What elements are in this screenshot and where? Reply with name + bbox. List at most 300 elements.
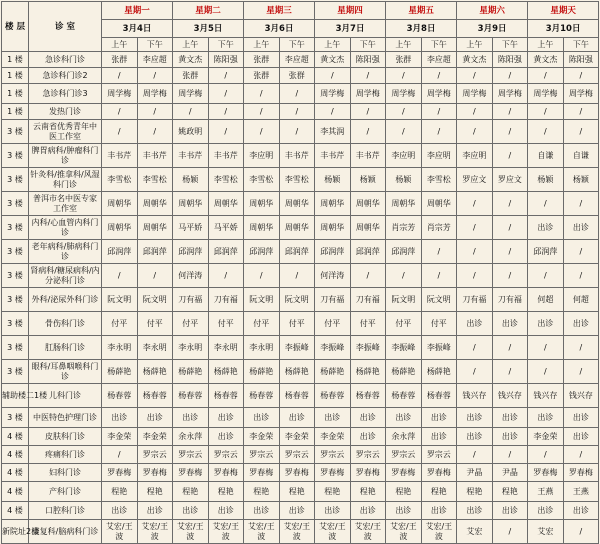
- doctor-cell: 王燕: [528, 482, 564, 502]
- doctor-cell: 出诊: [421, 502, 457, 520]
- doctor-cell: 李振峰: [315, 336, 351, 360]
- doctor-cell: 罗宗云: [137, 446, 173, 464]
- doctor-cell: /: [350, 120, 386, 144]
- doctor-cell: 李雪松: [279, 168, 315, 192]
- doctor-cell: 出诊: [350, 408, 386, 428]
- doctor-cell: /: [528, 192, 564, 216]
- table-row: [2, 408, 599, 428]
- doctor-cell: 罗春梅: [279, 464, 315, 482]
- doctor-cell: /: [208, 264, 244, 288]
- doctor-cell: 罗春梅: [421, 464, 457, 482]
- doctor-cell: 周学梅: [137, 84, 173, 104]
- doctor-cell: 出诊: [528, 502, 564, 520]
- table-row: [2, 446, 599, 464]
- doctor-cell: 何超: [528, 288, 564, 312]
- doctor-cell: 王燕: [563, 482, 599, 502]
- doctor-cell: 出诊: [244, 408, 280, 428]
- floor-cell: 3 楼: [2, 288, 29, 312]
- doctor-cell: 阮文明: [102, 288, 138, 312]
- floor-cell: 3 楼: [2, 216, 29, 240]
- doctor-cell: /: [492, 336, 528, 360]
- afternoon-header: 下午: [137, 38, 173, 52]
- doctor-cell: /: [102, 264, 138, 288]
- doctor-cell: /: [457, 192, 493, 216]
- doctor-cell: 罗春梅: [315, 464, 351, 482]
- doctor-cell: 何洋涛: [315, 264, 351, 288]
- doctor-cell: 付平: [244, 312, 280, 336]
- doctor-cell: 罗春梅: [244, 464, 280, 482]
- doctor-cell: 周朝华: [173, 192, 209, 216]
- table-row: [2, 216, 599, 240]
- day-name: 星期五: [386, 2, 457, 20]
- doctor-cell: /: [386, 264, 422, 288]
- doctor-cell: /: [244, 104, 280, 120]
- doctor-cell: 丰书芹: [208, 144, 244, 168]
- doctor-cell: 周朝华: [279, 192, 315, 216]
- doctor-cell: 李永明: [173, 336, 209, 360]
- doctor-cell: /: [102, 68, 138, 84]
- doctor-cell: 李振峰: [421, 336, 457, 360]
- table-row: [2, 464, 599, 482]
- doctor-cell: 周学梅: [457, 84, 493, 104]
- doctor-cell: 余永萍: [386, 428, 422, 446]
- day-name: 星期六: [457, 2, 528, 20]
- doctor-cell: 李雪松: [137, 168, 173, 192]
- doctor-cell: 艾宏: [457, 520, 493, 544]
- doctor-cell: /: [528, 68, 564, 84]
- doctor-cell: 周学梅: [492, 84, 528, 104]
- doctor-cell: 周学梅: [421, 84, 457, 104]
- doctor-cell: 李应超: [421, 52, 457, 68]
- morning-header: 上午: [102, 38, 138, 52]
- doctor-cell: /: [563, 120, 599, 144]
- doctor-cell: 程艳: [492, 482, 528, 502]
- doctor-cell: 出诊: [386, 502, 422, 520]
- doctor-cell: 出诊: [315, 502, 351, 520]
- doctor-cell: 尹晶: [492, 464, 528, 482]
- table-row: [2, 288, 599, 312]
- doctor-cell: 周朝华: [279, 216, 315, 240]
- doctor-cell: /: [208, 104, 244, 120]
- dept-cell: 急诊科门诊: [29, 52, 102, 68]
- doctor-cell: /: [457, 360, 493, 384]
- doctor-cell: 邱润萍: [279, 240, 315, 264]
- doctor-cell: 周学梅: [563, 84, 599, 104]
- doctor-cell: 杨春蓉: [350, 384, 386, 408]
- doctor-cell: 李振峰: [279, 336, 315, 360]
- doctor-cell: /: [102, 120, 138, 144]
- doctor-cell: 程艳: [386, 482, 422, 502]
- doctor-cell: 杨薛艳: [421, 360, 457, 384]
- table-row: [2, 84, 599, 104]
- doctor-cell: 马平娇: [173, 216, 209, 240]
- floor-cell: 3 楼: [2, 408, 29, 428]
- day-date: 3月9日: [457, 20, 528, 38]
- doctor-cell: 杨春蓉: [102, 384, 138, 408]
- doctor-cell: 出诊: [492, 428, 528, 446]
- doctor-cell: 出诊: [315, 408, 351, 428]
- doctor-cell: 出诊: [208, 408, 244, 428]
- doctor-cell: 程艳: [244, 482, 280, 502]
- doctor-cell: 杨春蓉: [208, 384, 244, 408]
- floor-cell: 3 楼: [2, 336, 29, 360]
- doctor-cell: 罗宗云: [386, 446, 422, 464]
- morning-header: 上午: [528, 38, 564, 52]
- doctor-cell: /: [563, 360, 599, 384]
- table-row: [2, 520, 599, 544]
- doctor-cell: /: [244, 120, 280, 144]
- table-row: [2, 384, 599, 408]
- doctor-cell: /: [137, 68, 173, 84]
- dept-cell: 针灸科/推拿科/风湿科门诊: [29, 168, 102, 192]
- dept-cell: 康复科/脑病科门诊: [29, 520, 102, 544]
- doctor-cell: /: [279, 264, 315, 288]
- doctor-cell: /: [102, 104, 138, 120]
- doctor-cell: 杨春蓉: [173, 384, 209, 408]
- doctor-cell: 刀有福: [350, 288, 386, 312]
- doctor-cell: /: [457, 216, 493, 240]
- doctor-cell: /: [457, 264, 493, 288]
- doctor-cell: 周朝华: [244, 216, 280, 240]
- floor-cell: 1 楼: [2, 52, 29, 68]
- dept-cell: 妇科门诊: [29, 464, 102, 482]
- doctor-cell: 罗宗云: [279, 446, 315, 464]
- doctor-cell: 出诊: [350, 502, 386, 520]
- doctor-cell: 周学梅: [528, 84, 564, 104]
- dept-cell: 普洱市名中医专家工作室: [29, 192, 102, 216]
- dept-cell: 口腔科门诊: [29, 502, 102, 520]
- doctor-cell: /: [173, 104, 209, 120]
- doctor-cell: 李振峰: [350, 336, 386, 360]
- dept-cell: 云南省优秀青年中医工作室: [29, 120, 102, 144]
- dept-cell: 肛肠科门诊: [29, 336, 102, 360]
- doctor-cell: 罗春梅: [386, 464, 422, 482]
- doctor-cell: 艾宏/王波: [173, 520, 209, 544]
- doctor-cell: /: [350, 104, 386, 120]
- table-row: [2, 104, 599, 120]
- doctor-cell: 艾宏/王波: [386, 520, 422, 544]
- doctor-cell: /: [386, 104, 422, 120]
- table-row: [2, 428, 599, 446]
- afternoon-header: 下午: [421, 38, 457, 52]
- doctor-cell: /: [492, 360, 528, 384]
- doctor-cell: /: [315, 68, 351, 84]
- doctor-cell: 李金荣: [137, 428, 173, 446]
- doctor-cell: 肖宗芳: [421, 216, 457, 240]
- doctor-cell: 罗宗云: [173, 446, 209, 464]
- doctor-cell: 周学梅: [386, 84, 422, 104]
- day-name: 星期天: [528, 2, 599, 20]
- doctor-cell: 出诊: [528, 312, 564, 336]
- doctor-cell: 杨薛艳: [279, 360, 315, 384]
- doctor-cell: 出诊: [492, 502, 528, 520]
- doctor-cell: 出诊: [279, 408, 315, 428]
- doctor-cell: 李雪松: [244, 168, 280, 192]
- doctor-cell: 出诊: [563, 312, 599, 336]
- doctor-cell: 尹晶: [457, 464, 493, 482]
- doctor-cell: 李振峰: [386, 336, 422, 360]
- morning-header: 上午: [315, 38, 351, 52]
- doctor-cell: 出诊: [208, 502, 244, 520]
- doctor-cell: /: [492, 264, 528, 288]
- doctor-cell: 李雪松: [208, 168, 244, 192]
- doctor-cell: /: [563, 336, 599, 360]
- day-date: 3月6日: [244, 20, 315, 38]
- doctor-cell: 李其润: [315, 120, 351, 144]
- doctor-cell: 艾宏/王波: [102, 520, 138, 544]
- table-row: [2, 482, 599, 502]
- doctor-cell: 杨薛艳: [386, 360, 422, 384]
- doctor-cell: 罗宗云: [244, 446, 280, 464]
- doctor-cell: /: [208, 120, 244, 144]
- doctor-cell: 丰书芹: [137, 144, 173, 168]
- doctor-cell: 出诊: [137, 408, 173, 428]
- doctor-cell: 杨颖: [386, 168, 422, 192]
- floor-cell: 4 楼: [2, 446, 29, 464]
- table-row: [2, 192, 599, 216]
- header-day-row: [2, 2, 599, 20]
- doctor-cell: 罗应文: [457, 168, 493, 192]
- morning-header: 上午: [244, 38, 280, 52]
- doctor-cell: /: [563, 264, 599, 288]
- doctor-cell: /: [244, 84, 280, 104]
- doctor-cell: 杨薛艳: [173, 360, 209, 384]
- floor-cell: 3 楼: [2, 360, 29, 384]
- doctor-cell: 艾宏/王波: [315, 520, 351, 544]
- doctor-cell: 杨薛艳: [350, 360, 386, 384]
- day-name: 星期二: [173, 2, 244, 20]
- doctor-cell: /: [457, 120, 493, 144]
- doctor-cell: 马平娇: [208, 216, 244, 240]
- doctor-cell: /: [563, 192, 599, 216]
- doctor-cell: 出诊: [137, 502, 173, 520]
- doctor-cell: 张群: [173, 68, 209, 84]
- doctor-cell: 丰书芹: [173, 144, 209, 168]
- doctor-cell: 钱兴存: [563, 384, 599, 408]
- doctor-cell: /: [421, 264, 457, 288]
- floor-cell: 4 楼: [2, 464, 29, 482]
- morning-header: 上午: [386, 38, 422, 52]
- doctor-cell: 杨薛艳: [244, 360, 280, 384]
- doctor-cell: 丰书芹: [350, 144, 386, 168]
- doctor-cell: /: [315, 104, 351, 120]
- floor-cell: 3 楼: [2, 144, 29, 168]
- doctor-cell: 付平: [137, 312, 173, 336]
- afternoon-header: 下午: [563, 38, 599, 52]
- doctor-cell: 钱兴存: [492, 384, 528, 408]
- table-row: [2, 52, 599, 68]
- dept-cell: 骨伤科门诊: [29, 312, 102, 336]
- day-date: 3月4日: [102, 20, 173, 38]
- doctor-cell: /: [563, 520, 599, 544]
- table-row: [2, 240, 599, 264]
- doctor-cell: 周朝华: [244, 192, 280, 216]
- doctor-cell: /: [528, 360, 564, 384]
- doctor-cell: 出诊: [457, 312, 493, 336]
- day-date: 3月7日: [315, 20, 386, 38]
- doctor-cell: 钱兴存: [528, 384, 564, 408]
- doctor-cell: 周朝华: [315, 216, 351, 240]
- doctor-cell: 阮文明: [421, 288, 457, 312]
- doctor-cell: 余永萍: [173, 428, 209, 446]
- doctor-cell: 罗春梅: [208, 464, 244, 482]
- doctor-cell: 李雪松: [102, 168, 138, 192]
- doctor-cell: 出诊: [421, 408, 457, 428]
- doctor-cell: /: [492, 216, 528, 240]
- floor-cell: 1 楼: [2, 68, 29, 84]
- doctor-cell: 周朝华: [137, 192, 173, 216]
- doctor-cell: 李应明: [457, 144, 493, 168]
- doctor-cell: 程艳: [457, 482, 493, 502]
- doctor-cell: 出诊: [279, 502, 315, 520]
- doctor-cell: 黄文杰: [528, 52, 564, 68]
- table-row: [2, 360, 599, 384]
- doctor-cell: /: [350, 68, 386, 84]
- doctor-cell: 周朝华: [350, 192, 386, 216]
- doctor-cell: 程艳: [102, 482, 138, 502]
- doctor-cell: 张群: [279, 68, 315, 84]
- doctor-cell: 李雪松: [421, 168, 457, 192]
- doctor-cell: 出诊: [173, 408, 209, 428]
- doctor-cell: 周朝华: [208, 192, 244, 216]
- doctor-cell: 周朝华: [137, 216, 173, 240]
- doctor-cell: /: [102, 446, 138, 464]
- doctor-cell: /: [350, 264, 386, 288]
- table-row: [2, 144, 599, 168]
- day-date: 3月8日: [386, 20, 457, 38]
- doctor-cell: 李永明: [137, 336, 173, 360]
- doctor-cell: /: [137, 264, 173, 288]
- doctor-cell: 周朝华: [386, 192, 422, 216]
- doctor-cell: 刀有福: [457, 288, 493, 312]
- doctor-cell: 出诊: [350, 428, 386, 446]
- doctor-cell: 出诊: [421, 428, 457, 446]
- doctor-cell: 出诊: [457, 408, 493, 428]
- afternoon-header: 下午: [492, 38, 528, 52]
- doctor-cell: 刀有福: [315, 288, 351, 312]
- doctor-cell: 张群: [102, 52, 138, 68]
- doctor-cell: 何超: [563, 288, 599, 312]
- doctor-cell: /: [421, 104, 457, 120]
- doctor-cell: 丰书芹: [102, 144, 138, 168]
- doctor-cell: 邱润萍: [173, 240, 209, 264]
- doctor-cell: /: [528, 336, 564, 360]
- doctor-cell: 刀有福: [208, 288, 244, 312]
- afternoon-header: 下午: [350, 38, 386, 52]
- floor-cell: 3 楼: [2, 120, 29, 144]
- doctor-cell: 杨薛艳: [315, 360, 351, 384]
- doctor-cell: /: [492, 192, 528, 216]
- floor-cell: 辅助楼二1楼: [2, 384, 29, 408]
- doctor-cell: /: [563, 446, 599, 464]
- doctor-cell: 邱润萍: [528, 240, 564, 264]
- doctor-cell: 钱兴存: [457, 384, 493, 408]
- dept-header: 诊 室: [29, 2, 102, 52]
- doctor-cell: 李应明: [386, 144, 422, 168]
- doctor-cell: 李金荣: [279, 428, 315, 446]
- dept-cell: 外科/泌尿外科门诊: [29, 288, 102, 312]
- doctor-cell: 艾宏/王波: [279, 520, 315, 544]
- afternoon-header: 下午: [279, 38, 315, 52]
- doctor-cell: 付平: [208, 312, 244, 336]
- floor-cell: 4 楼: [2, 428, 29, 446]
- schedule-table: [1, 1, 599, 544]
- dept-cell: 肾病科/糖尿病科/内分泌科门诊: [29, 264, 102, 288]
- doctor-cell: 罗春梅: [173, 464, 209, 482]
- doctor-cell: 阮文明: [386, 288, 422, 312]
- doctor-cell: 出诊: [528, 408, 564, 428]
- doctor-cell: 出诊: [173, 502, 209, 520]
- doctor-cell: 杨薛艳: [102, 360, 138, 384]
- doctor-cell: 杨薛艳: [208, 360, 244, 384]
- day-name: 星期三: [244, 2, 315, 20]
- doctor-cell: /: [492, 104, 528, 120]
- dept-cell: 疼痛科门诊: [29, 446, 102, 464]
- doctor-cell: /: [421, 240, 457, 264]
- doctor-cell: /: [492, 120, 528, 144]
- doctor-cell: 艾宏/王波: [350, 520, 386, 544]
- dept-cell: 产科门诊: [29, 482, 102, 502]
- doctor-cell: 杨春蓉: [315, 384, 351, 408]
- doctor-cell: /: [421, 120, 457, 144]
- doctor-cell: 邱润萍: [244, 240, 280, 264]
- doctor-cell: 张群: [386, 52, 422, 68]
- day-date: 3月5日: [173, 20, 244, 38]
- doctor-cell: 付平: [386, 312, 422, 336]
- doctor-cell: 李永明: [244, 336, 280, 360]
- morning-header: 上午: [173, 38, 209, 52]
- doctor-cell: 杨春蓉: [244, 384, 280, 408]
- doctor-cell: 邱润萍: [102, 240, 138, 264]
- doctor-cell: /: [492, 68, 528, 84]
- doctor-cell: /: [528, 446, 564, 464]
- doctor-cell: /: [528, 264, 564, 288]
- doctor-cell: 黄文杰: [457, 52, 493, 68]
- dept-cell: 发热门诊: [29, 104, 102, 120]
- floor-cell: 1 楼: [2, 104, 29, 120]
- doctor-cell: /: [208, 84, 244, 104]
- doctor-cell: 杨春蓉: [137, 384, 173, 408]
- doctor-cell: 周学梅: [350, 84, 386, 104]
- doctor-cell: 艾宏: [528, 520, 564, 544]
- doctor-cell: 陈阳强: [492, 52, 528, 68]
- doctor-cell: 周朝华: [102, 192, 138, 216]
- doctor-cell: 杨春蓉: [421, 384, 457, 408]
- doctor-cell: 出诊: [102, 408, 138, 428]
- doctor-cell: 刀有福: [492, 288, 528, 312]
- doctor-cell: 罗宗云: [421, 446, 457, 464]
- doctor-cell: 杨颖: [563, 168, 599, 192]
- floor-cell: 3 楼: [2, 264, 29, 288]
- doctor-cell: 李应明: [421, 144, 457, 168]
- dept-cell: 内科/心血管内科门诊: [29, 216, 102, 240]
- afternoon-header: 下午: [208, 38, 244, 52]
- doctor-cell: 肖宗芳: [386, 216, 422, 240]
- doctor-cell: /: [137, 120, 173, 144]
- doctor-cell: 周朝华: [315, 192, 351, 216]
- doctor-cell: 艾宏/王波: [137, 520, 173, 544]
- doctor-cell: 出诊: [208, 428, 244, 446]
- floor-cell: 3 楼: [2, 240, 29, 264]
- doctor-cell: /: [279, 120, 315, 144]
- doctor-cell: 罗宗云: [315, 446, 351, 464]
- day-name: 星期四: [315, 2, 386, 20]
- doctor-cell: 杨颖: [173, 168, 209, 192]
- table-row: [2, 312, 599, 336]
- doctor-cell: 程艳: [208, 482, 244, 502]
- doctor-cell: 李应超: [279, 52, 315, 68]
- doctor-cell: 邱润萍: [208, 240, 244, 264]
